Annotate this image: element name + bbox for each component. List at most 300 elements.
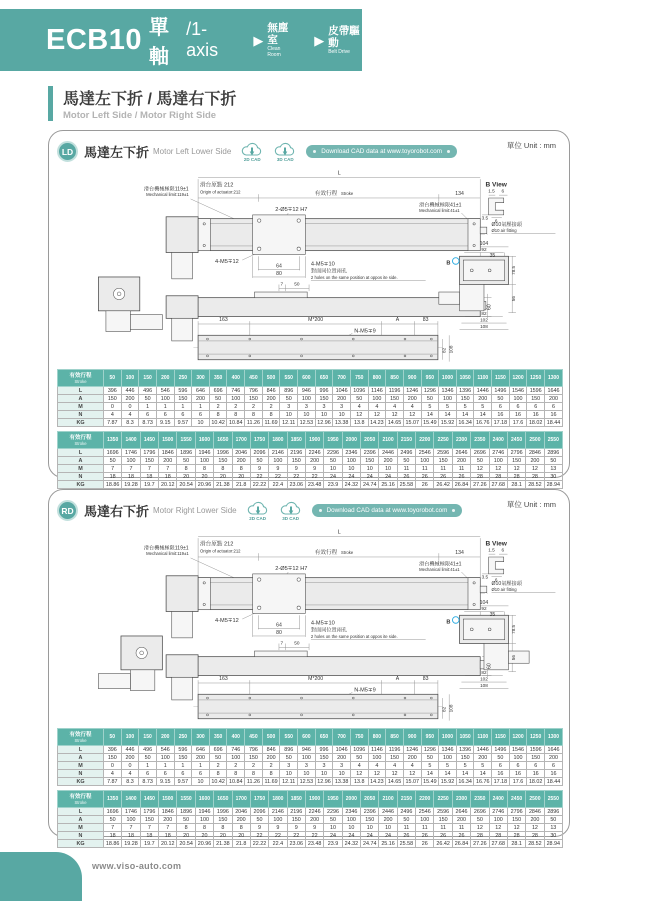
table-cell: 1596 (527, 387, 545, 395)
endview-dim-82: 82 (481, 311, 487, 317)
table-cell: 16.76 (474, 778, 492, 786)
table-cell: 3 (333, 403, 351, 411)
table-cell: 18 (122, 832, 140, 840)
table-cell: 100 (122, 816, 140, 824)
row-label-cell: KG (58, 840, 104, 848)
table-cell: 10 (315, 411, 333, 419)
table-row (58, 465, 563, 473)
table-cell: 8 (209, 411, 227, 419)
section-heading (48, 86, 236, 121)
table-cell: 25.58 (397, 840, 415, 848)
stroke-header-cell: 有效行程 Stroke (58, 432, 104, 449)
table-cell: 18 (159, 473, 177, 481)
table-cell: 4 (403, 762, 421, 770)
table-cell: 8 (177, 824, 195, 832)
table-cell: 13.38 (333, 778, 351, 786)
stroke-value-header: 850 (386, 370, 404, 387)
table-cell: 1546 (509, 387, 527, 395)
table-cell: 496 (139, 746, 157, 754)
table-cell: 100 (122, 457, 140, 465)
row-label-cell: KG (58, 778, 104, 786)
endview-dim-102: 102 (480, 676, 488, 682)
table-cell: 16 (545, 770, 563, 778)
table-cell: 50 (324, 816, 342, 824)
stroke-value-header: 2150 (397, 432, 415, 449)
table-cell: 26.42 (434, 481, 452, 489)
table-cell: 150 (287, 457, 305, 465)
table-cell: 150 (361, 816, 379, 824)
table-cell: 50 (421, 395, 439, 403)
table-cell: 11 (397, 824, 415, 832)
table-cell: 50 (209, 754, 227, 762)
table-row (58, 473, 563, 481)
table-cell: 200 (192, 754, 210, 762)
table-cell: 13 (544, 465, 562, 473)
table-cell: 9 (305, 824, 323, 832)
table-cell: 150 (104, 395, 122, 403)
stroke-value-header: 1250 (527, 729, 545, 746)
table-cell: 22 (287, 832, 305, 840)
row-label-cell: KG (58, 419, 104, 427)
table-cell: 7 (140, 465, 158, 473)
table-cell: 200 (333, 395, 351, 403)
table-cell: 50 (250, 816, 268, 824)
table-cell: 20 (177, 832, 195, 840)
table-cell: 100 (489, 816, 507, 824)
table-cell: 28 (489, 473, 507, 481)
table-cell: 2446 (379, 449, 397, 457)
table-cell: 19.7 (140, 481, 158, 489)
stroke-value-header: 1050 (456, 729, 474, 746)
table-cell: 150 (456, 395, 474, 403)
origin-label-cn: 滑台原點 212 (199, 541, 234, 548)
table-cell: 12 (471, 465, 489, 473)
stroke-value-header: 1450 (140, 432, 158, 449)
table-cell: 26 (452, 473, 470, 481)
table-cell: 26 (397, 473, 415, 481)
stroke-value-header: 1700 (232, 432, 250, 449)
endview-dim-104: 104 (479, 240, 489, 247)
table-cell: 200 (232, 457, 250, 465)
table-row (58, 762, 563, 770)
table-cell: 16.76 (474, 419, 492, 427)
table-cell: 28 (489, 832, 507, 840)
stroke-value-header: 600 (298, 729, 316, 746)
table-cell: 15.07 (403, 419, 421, 427)
table-row (58, 754, 563, 762)
panel-header (57, 497, 561, 524)
stroke-value-header: 700 (333, 729, 351, 746)
bview-dim-3-5: 3.5 (481, 574, 489, 580)
table-cell: 2 (209, 762, 227, 770)
stroke-value-header: 1800 (269, 432, 287, 449)
stroke-value-header: 1650 (214, 432, 232, 449)
table-cell: 150 (174, 395, 192, 403)
dim-134-label: 134 (455, 550, 464, 557)
table-cell: 2696 (471, 808, 489, 816)
table-cell: 6 (139, 770, 157, 778)
badge-label-en: Belt Drive (328, 49, 350, 56)
stroke-value-header: 1350 (104, 432, 122, 449)
table-cell: 27.68 (489, 840, 507, 848)
table-cell: 846 (262, 387, 280, 395)
download-cad-pill[interactable] (306, 145, 457, 158)
table-cell: 1 (139, 762, 157, 770)
table-cell: 10 (361, 465, 379, 473)
product-title-cn: 單軸 (149, 17, 169, 68)
stroke-value-header: 2100 (379, 791, 397, 808)
table-cell: 446 (121, 746, 139, 754)
stroke-value-header: 500 (262, 729, 280, 746)
table-cell: 746 (227, 387, 245, 395)
table-cell: 10 (324, 824, 342, 832)
title-bar (0, 9, 362, 71)
table-cell: 13 (544, 824, 562, 832)
table-cell: 0 (104, 403, 122, 411)
stroke-value-header: 1850 (287, 432, 305, 449)
table-cell: 12 (526, 824, 544, 832)
table-cell: 22 (269, 473, 287, 481)
stroke-value-header: 50 (104, 370, 122, 387)
stroke-value-header: 1950 (324, 432, 342, 449)
table-cell: 100 (509, 754, 527, 762)
row-label-cell: L (58, 808, 104, 816)
table-cell: 24 (324, 832, 342, 840)
stroke-value-header: 1850 (287, 791, 305, 808)
table-cell: 4 (121, 411, 139, 419)
stroke-value-header: 950 (421, 370, 439, 387)
row-label-cell: L (58, 387, 104, 395)
table-cell: 50 (421, 754, 439, 762)
stroke-value-header: 2300 (452, 432, 470, 449)
table-cell: 2496 (397, 808, 415, 816)
table-cell: 9 (287, 465, 305, 473)
table-cell: 1846 (159, 808, 177, 816)
table-cell: 1846 (159, 449, 177, 457)
origin-label-en: Origin of actuator:212 (199, 548, 241, 554)
stroke-value-header: 2200 (416, 432, 434, 449)
table-cell: 100 (368, 754, 386, 762)
table-cell: 100 (439, 754, 457, 762)
table-cell: 7 (140, 824, 158, 832)
stroke-value-header: 200 (156, 370, 174, 387)
table-cell: 14 (439, 770, 457, 778)
table-cell: 200 (526, 457, 544, 465)
table-cell: 14 (456, 770, 474, 778)
dim-64-label: 64 (276, 263, 282, 270)
product-title-en: /1-axis (186, 19, 219, 60)
table-cell: 21.8 (232, 840, 250, 848)
table-cell: 8 (209, 770, 227, 778)
table-cell: 8.73 (139, 778, 157, 786)
table-cell: 100 (298, 395, 316, 403)
stroke-value-header: 1900 (305, 432, 323, 449)
footer-corner-block (0, 852, 82, 901)
table-cell: 10 (324, 465, 342, 473)
stroke-value-header: 1600 (195, 432, 213, 449)
table-cell: 2896 (544, 808, 562, 816)
stroke-label-en: Stroke (341, 191, 354, 197)
table-cell: 8 (195, 465, 213, 473)
stroke-value-header: 1550 (177, 791, 195, 808)
stroke-value-header: 2550 (544, 432, 562, 449)
table-cell: 24.32 (342, 481, 360, 489)
table-row (58, 395, 563, 403)
table-cell: 50 (544, 457, 562, 465)
stroke-value-header: 1550 (177, 432, 195, 449)
table-cell: 12 (350, 770, 368, 778)
table-cell: 20.12 (159, 840, 177, 848)
table-cell: 100 (227, 395, 245, 403)
table-cell: 19.7 (140, 840, 158, 848)
stroke-label-cn: 有效行程 (314, 550, 338, 557)
download-cad-pill[interactable] (312, 504, 463, 517)
table-cell: 50 (397, 457, 415, 465)
table-cell: 2296 (324, 449, 342, 457)
stroke-value-header: 350 (209, 729, 227, 746)
table-cell: 2646 (452, 449, 470, 457)
table-cell: 28.94 (544, 840, 562, 848)
table-cell: 100 (269, 457, 287, 465)
table-cell: 26 (434, 473, 452, 481)
table-cell: 15.49 (421, 419, 439, 427)
table-cell: 5 (456, 762, 474, 770)
n-m5-9-label: N-M5∓9 (354, 687, 376, 694)
table-cell: 50 (104, 457, 122, 465)
table-cell: 10 (379, 465, 397, 473)
dim-60-label: 60 (486, 304, 493, 310)
table-cell: 28 (526, 473, 544, 481)
table-cell: 2296 (324, 808, 342, 816)
cloud-download-icon (240, 142, 264, 158)
panel-header (57, 138, 561, 165)
endview-dim-78-5: 78.5 (511, 265, 517, 275)
table-cell: 9 (269, 465, 287, 473)
mech-limit-left-cn: 滑台機械極限119±1 (143, 545, 189, 552)
table-cell: 22.4 (269, 481, 287, 489)
table-cell: 50 (492, 754, 510, 762)
table-cell: 18.44 (545, 419, 563, 427)
table-cell: 4 (104, 770, 122, 778)
stroke-value-header: 250 (174, 729, 192, 746)
table-cell: 4 (350, 403, 368, 411)
row-label-cell: N (58, 411, 104, 419)
table-cell: 100 (489, 457, 507, 465)
table-cell: 8 (214, 465, 232, 473)
stroke-value-header: 700 (333, 370, 351, 387)
table-cell: 24.32 (342, 840, 360, 848)
table-cell: 50 (471, 457, 489, 465)
dim-A-label: A (395, 676, 400, 683)
table-cell: 24 (342, 832, 360, 840)
cad-3d-button[interactable] (279, 501, 303, 521)
table-cell: 2596 (434, 449, 452, 457)
table-cell: 50 (397, 816, 415, 824)
triangle-icon: ▶ (314, 32, 325, 48)
table-cell: 1096 (350, 387, 368, 395)
table-cell: 17.6 (509, 419, 527, 427)
table-cell: 1646 (545, 746, 563, 754)
table-cell: 3 (315, 403, 333, 411)
stroke-value-header: 500 (262, 370, 280, 387)
table-cell: 896 (280, 746, 298, 754)
table-cell: 546 (156, 746, 174, 754)
air-fitting-en: Ø10 air fitting (491, 586, 517, 592)
table-cell: 9 (269, 824, 287, 832)
table-cell: 13.8 (350, 778, 368, 786)
triangle-icon: ▶ (253, 32, 264, 48)
table-cell: 150 (140, 457, 158, 465)
table-cell: 12 (386, 770, 404, 778)
stroke-header-cell: 有效行程 Stroke (58, 729, 104, 746)
table-cell: 150 (104, 754, 122, 762)
table-cell: 50 (324, 457, 342, 465)
stroke-value-header: 1000 (439, 370, 457, 387)
table-cell: 596 (174, 387, 192, 395)
row-label-cell: A (58, 816, 104, 824)
table-cell: 20 (214, 832, 232, 840)
cad-3d-label: 3D CAD (282, 515, 299, 521)
stroke-value-header: 2250 (434, 432, 452, 449)
dim-A-label: A (395, 317, 400, 324)
table-cell: 796 (245, 746, 263, 754)
table-cell: 200 (474, 395, 492, 403)
stroke-header-row (58, 729, 563, 746)
table-cell: 6 (509, 403, 527, 411)
table-cell: 200 (121, 395, 139, 403)
table-cell: 19.28 (122, 840, 140, 848)
table-cell: 50 (350, 395, 368, 403)
cad-3d-button[interactable] (273, 142, 297, 162)
table-cell: 1 (139, 403, 157, 411)
table-cell: 3 (298, 762, 316, 770)
panel-code-badge: LD (57, 141, 78, 162)
table-cell: 946 (298, 387, 316, 395)
table-cell: 22 (250, 473, 268, 481)
table-cell: 10.42 (209, 778, 227, 786)
table-cell: 8 (232, 465, 250, 473)
stroke-value-header: 350 (209, 370, 227, 387)
table-cell: 2896 (544, 449, 562, 457)
table-cell: 50 (544, 816, 562, 824)
table-cell: 200 (333, 754, 351, 762)
table-cell: 1496 (492, 387, 510, 395)
table-cell: 1796 (140, 808, 158, 816)
table-cell: 50 (209, 395, 227, 403)
table-cell: 27.26 (471, 481, 489, 489)
table-cell: 8 (177, 465, 195, 473)
table-cell: 4 (386, 762, 404, 770)
table-cell: 10 (315, 770, 333, 778)
table-cell: 446 (121, 387, 139, 395)
table-cell: 150 (245, 754, 263, 762)
stroke-value-header: 300 (192, 370, 210, 387)
table-cell: 28 (471, 473, 489, 481)
table-cell: 10 (192, 419, 210, 427)
table-cell: 14 (439, 411, 457, 419)
table-cell: 15.92 (439, 778, 457, 786)
stroke-value-header: 100 (121, 370, 139, 387)
stroke-value-header: 600 (298, 370, 316, 387)
bview-dim-6-bottom: 6 (494, 218, 498, 224)
table-cell: 150 (315, 754, 333, 762)
stroke-value-header: 2450 (507, 432, 525, 449)
stroke-value-header: 1600 (195, 791, 213, 808)
stroke-value-header: 550 (280, 729, 298, 746)
dim-m200-label: M*200 (308, 676, 324, 683)
endview-dim-108: 108 (480, 683, 488, 689)
table-cell: 2196 (287, 449, 305, 457)
table-cell: 2046 (232, 808, 250, 816)
dim-80-label: 80 (276, 271, 282, 278)
cloud-download-icon (273, 142, 297, 158)
stroke-value-header: 1250 (527, 370, 545, 387)
table-cell: 6 (545, 762, 563, 770)
table-cell: 1296 (421, 387, 439, 395)
cad-2d-button[interactable] (246, 501, 270, 521)
opposite-holes-cn: 對面同位置兩孔 (310, 627, 348, 634)
panel-title-cn: 馬達左下折 (84, 145, 150, 160)
panel-code-badge: RD (57, 500, 78, 521)
opposite-holes-en: 2 holes on the same position at oppos ite side. (310, 274, 398, 280)
table-cell: 2796 (507, 808, 525, 816)
table-cell: 14 (421, 411, 439, 419)
table-cell: 0 (104, 762, 122, 770)
dim-L-label: L (337, 529, 341, 536)
row-label-cell: A (58, 754, 104, 762)
table-cell: 12.11 (280, 778, 298, 786)
table-cell: 50 (139, 754, 157, 762)
table-row (58, 403, 563, 411)
table-cell: 696 (209, 746, 227, 754)
table-cell: 12.53 (298, 419, 316, 427)
panel-title-en: Motor Right Lower Side (153, 506, 237, 515)
b-marker-label: B (446, 619, 451, 626)
table-cell: 8.73 (139, 419, 157, 427)
table-cell: 3 (280, 403, 298, 411)
table-cell: 7 (122, 465, 140, 473)
mech-limit-left-en: Mechanical limit:119±1 (146, 551, 189, 557)
table-cell: 7.87 (104, 778, 122, 786)
m5-12-label: 4-M5∓12 (215, 617, 239, 624)
table-cell: 200 (545, 754, 563, 762)
table-cell: 18.86 (104, 840, 122, 848)
table-cell: 6 (509, 762, 527, 770)
stroke-header-row (58, 432, 563, 449)
b-view-title: B View (485, 181, 507, 189)
dim-m200-label: M*200 (308, 317, 324, 324)
table-cell: 796 (245, 387, 263, 395)
table-cell: 150 (361, 457, 379, 465)
b-marker-circle (452, 258, 459, 265)
stroke-value-header: 650 (315, 729, 333, 746)
cad-2d-button[interactable] (240, 142, 264, 162)
stroke-value-header: 1000 (439, 729, 457, 746)
table-cell: 2 (262, 403, 280, 411)
stroke-value-header: 800 (368, 729, 386, 746)
table-cell: 1 (174, 403, 192, 411)
table-cell: 8 (214, 824, 232, 832)
stroke-value-header: 1050 (456, 370, 474, 387)
stroke-header-row (58, 791, 563, 808)
section-subtitle: Motor Left Side / Motor Right Side (63, 110, 217, 121)
table-cell: 23.06 (287, 481, 305, 489)
download-cad-label: Download CAD data at www.toyorobot.com (326, 507, 448, 514)
table-cell: 24 (361, 832, 379, 840)
air-fitting-cn: Ø10氣壓接頭 (491, 581, 522, 588)
table-cell: 20.54 (177, 481, 195, 489)
stroke-value-header: 1900 (305, 791, 323, 808)
